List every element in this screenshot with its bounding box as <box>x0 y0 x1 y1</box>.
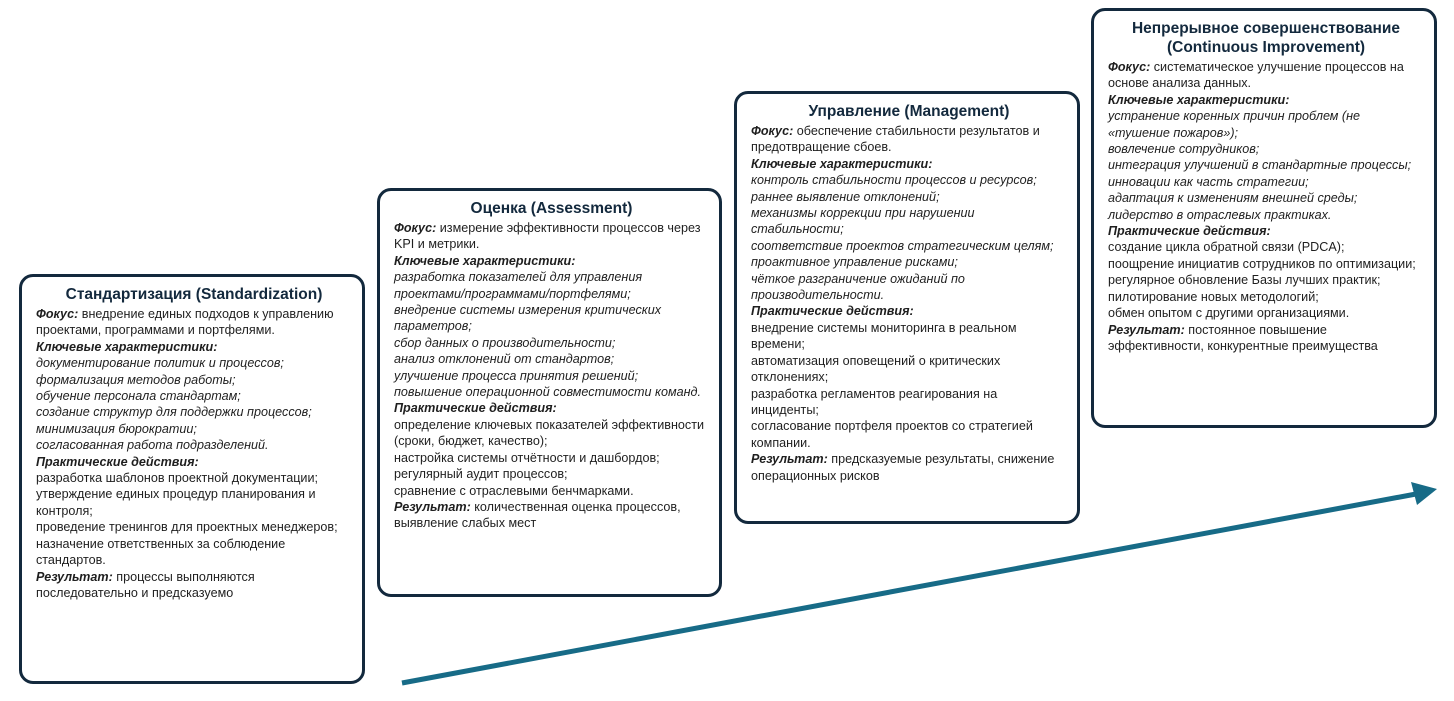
card-title: Управление (Management) <box>808 103 1010 120</box>
result-text: количественная оценка процессов, выявление слабых мест <box>394 499 681 531</box>
focus-line <box>1108 59 1424 92</box>
characteristics-heading: Ключевые характеристики: <box>751 156 933 171</box>
characteristic-item: формализация методов работы; <box>36 372 236 387</box>
focus-text: измерение эффективности процессов через KPI и метрики. <box>394 221 701 252</box>
actions-heading: Практические действия: <box>751 304 914 319</box>
stage-card-assessment <box>377 188 722 597</box>
card-title: Стандартизация (Standardization) <box>65 286 323 303</box>
action-item: регулярное обновление Базы лучших практик; <box>1108 273 1381 288</box>
action-item: разработка шаблонов проектной документации; <box>36 471 318 486</box>
action-item: пилотирование новых методологий; <box>1108 289 1319 304</box>
action-item: автоматизация оповещений о критических отклонениях; <box>751 353 1001 385</box>
characteristic-item: адаптация к изменениям внешней среды; <box>1108 191 1358 206</box>
result-label: Результат: <box>36 569 113 584</box>
stage-card-continuous-improvement <box>1091 8 1437 428</box>
result-line <box>751 451 1067 484</box>
card-title: Оценка (Assessment) <box>470 200 633 217</box>
action-item: обмен опытом с другими организациями. <box>1108 306 1350 321</box>
result-label: Результат: <box>751 452 828 467</box>
action-item: настройка системы отчётности и дашбордов; <box>394 450 660 465</box>
characteristic-item: внедрение системы измерения критических параметров; <box>394 303 662 334</box>
result-label: Результат: <box>394 499 471 514</box>
focus-text: обеспечение стабильности результатов и предотвращение сбоев. <box>751 124 1040 155</box>
action-item: поощрение инициатив сотрудников по оптимизации; <box>1108 256 1416 271</box>
characteristic-item: анализ отклонений от стандартов; <box>394 352 615 367</box>
focus-line <box>394 220 709 253</box>
focus-label: Фокус: <box>394 221 437 235</box>
focus-label: Фокус: <box>751 124 794 138</box>
focus-text: систематическое улучшение процессов на основе анализа данных. <box>1108 60 1404 91</box>
characteristic-item: проактивное управление рисками; <box>751 255 958 270</box>
characteristic-item: контроль стабильности процессов и ресурсов; <box>751 173 1037 188</box>
focus-line <box>751 123 1067 156</box>
characteristic-item: документирование политик и процессов; <box>36 356 284 371</box>
characteristic-item: создание структур для поддержки процессов; <box>36 405 312 420</box>
stage-card-standardization <box>19 274 365 684</box>
characteristic-item: улучшение процесса принятия решений; <box>394 368 639 383</box>
stage-card-management <box>734 91 1080 524</box>
result-line <box>1108 322 1424 355</box>
characteristic-item: лидерство в отраслевых практиках. <box>1108 207 1332 222</box>
characteristic-item: минимизация бюрократии; <box>36 421 197 436</box>
result-line <box>36 569 352 602</box>
action-item: создание цикла обратной связи (PDCA); <box>1108 240 1345 255</box>
card-title: Непрерывное совершенствование (Continuous Improvement) <box>1131 20 1401 56</box>
action-item: согласование портфеля проектов со стратегией компании. <box>751 419 1033 450</box>
action-item: назначение ответственных за соблюдение стандартов. <box>36 536 286 568</box>
characteristic-item: обучение персонала стандартам; <box>36 389 241 404</box>
result-text: предсказуемые результаты, снижение операционных рисков <box>751 452 1055 483</box>
result-label: Результат: <box>1108 322 1185 337</box>
characteristic-item: устранение коренных причин проблем (не «тушение пожаров»); <box>1108 109 1361 140</box>
characteristic-item: соответствие проектов стратегическим целям; <box>751 238 1054 253</box>
action-item: проведение тренингов для проектных менеджеров; <box>36 520 338 535</box>
characteristic-item: вовлечение сотрудников; <box>1108 142 1260 157</box>
action-item: определение ключевых показателей эффективности (сроки, бюджет, качество); <box>394 417 705 449</box>
arrow-head <box>1411 482 1437 505</box>
characteristic-item: чёткое разграничение ожиданий по производительности. <box>751 271 965 303</box>
focus-label: Фокус: <box>1108 60 1151 74</box>
characteristic-item: разработка показателей для управления проектами/программами/портфелями; <box>394 270 643 301</box>
characteristic-item: согласованная работа подразделений. <box>36 438 269 453</box>
actions-heading: Практические действия: <box>394 401 557 416</box>
action-item: сравнение с отраслевыми бенчмарками. <box>394 483 634 498</box>
characteristic-item: сбор данных о производительности; <box>394 335 616 350</box>
characteristic-item: повышение операционной совместимости команд. <box>394 385 701 400</box>
characteristic-item: раннее выявление отклонений; <box>751 189 940 204</box>
actions-heading: Практические действия: <box>36 454 199 469</box>
result-line <box>394 499 709 532</box>
characteristic-item: инновации как часть стратегии; <box>1108 174 1309 189</box>
characteristic-item: интеграция улучшений в стандартные процессы; <box>1108 158 1412 173</box>
action-item: регулярный аудит процессов; <box>394 467 568 482</box>
action-item: внедрение системы мониторинга в реальном времени; <box>751 320 1017 352</box>
result-text: постоянное повышение эффективности, конкурентные преимущества <box>1108 322 1378 353</box>
actions-heading: Практические действия: <box>1108 224 1271 239</box>
action-item: разработка регламентов реагирования на инциденты; <box>751 386 998 417</box>
action-item: утверждение единых процедур планирования и контроля; <box>36 487 316 518</box>
focus-text: внедрение единых подходов к управлению проектами, программами и портфелями. <box>36 307 334 338</box>
result-text: процессы выполняются последовательно и предсказуемо <box>36 569 255 600</box>
focus-line <box>36 306 352 339</box>
focus-label: Фокус: <box>36 307 79 321</box>
characteristic-item: механизмы коррекции при нарушении стабильности; <box>751 206 975 237</box>
characteristics-heading: Ключевые характеристики: <box>394 253 576 268</box>
characteristics-heading: Ключевые характеристики: <box>1108 92 1290 107</box>
characteristics-heading: Ключевые характеристики: <box>36 339 218 354</box>
